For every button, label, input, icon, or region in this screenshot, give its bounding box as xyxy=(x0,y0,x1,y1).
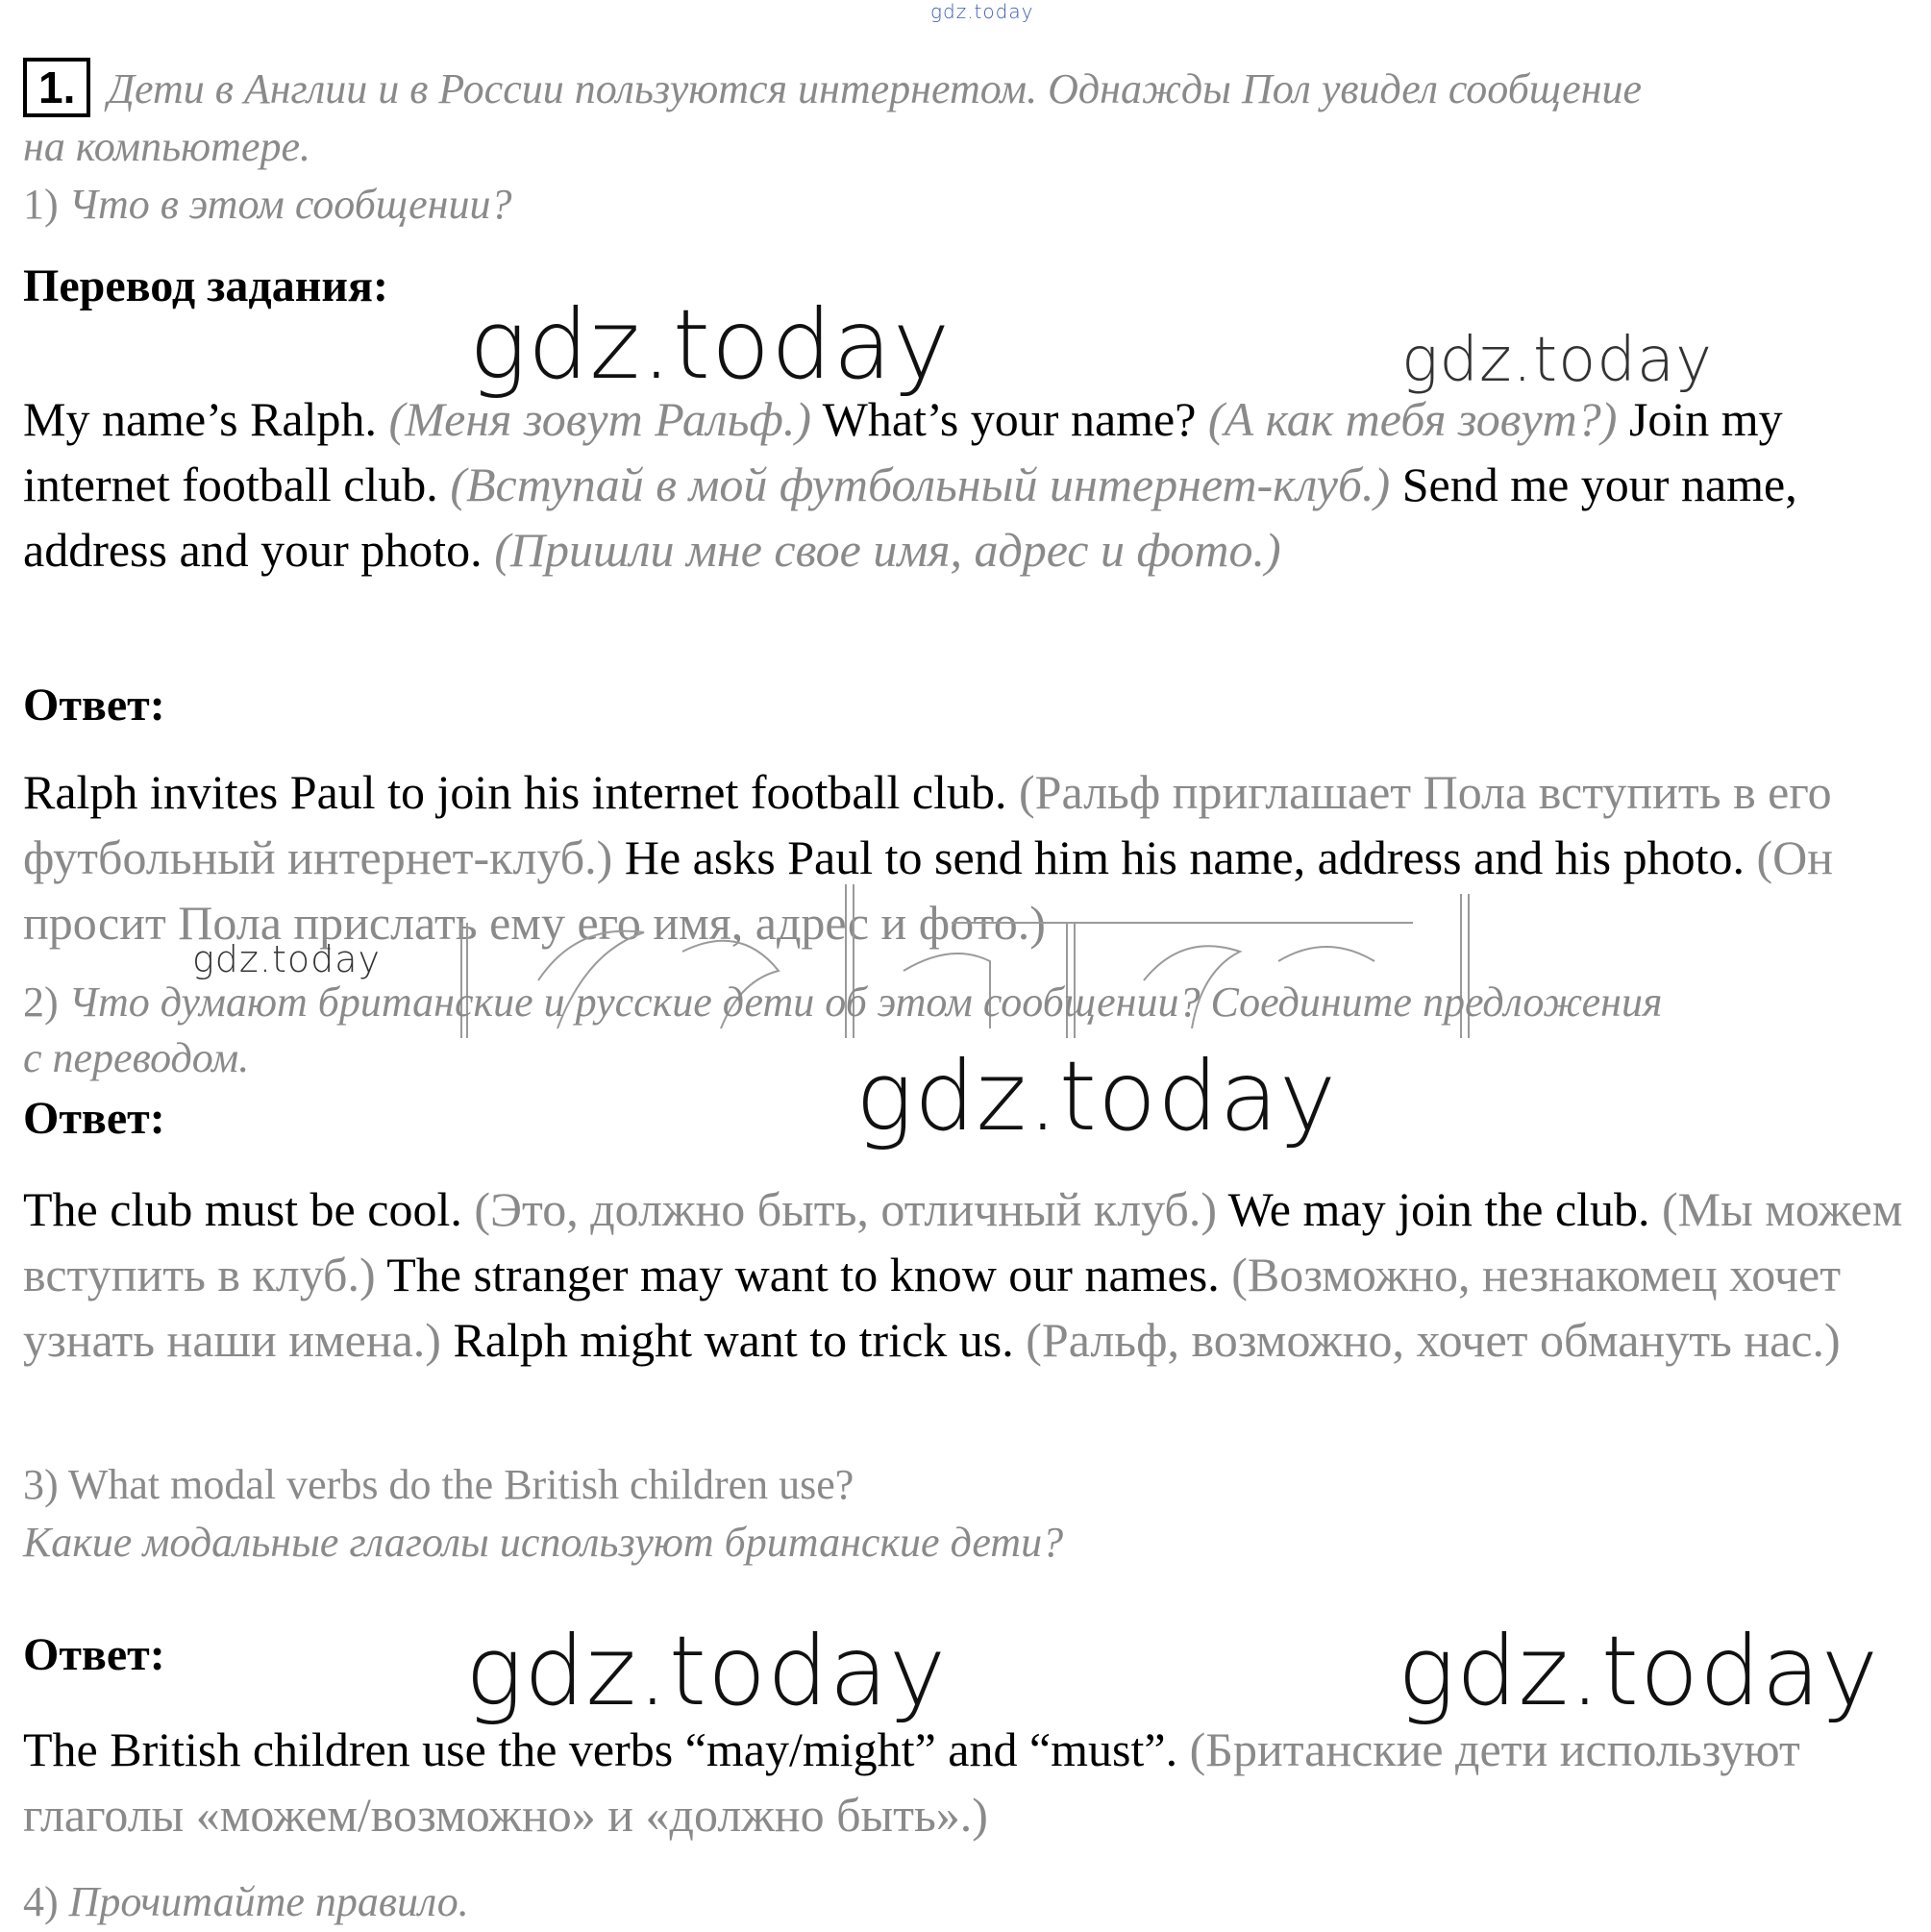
message-s4-ru: (Пришли мне свое имя, адрес и фото.) xyxy=(494,523,1281,577)
watermark-4: gdz.today xyxy=(855,1040,1338,1152)
question-4 xyxy=(23,1874,469,1930)
question-3-number: 3) xyxy=(23,1461,59,1508)
question-2-line-2: с переводом. xyxy=(23,1034,250,1081)
answer-2-s2-en: We may join the club. xyxy=(1227,1182,1650,1236)
answer-2-s3-ru: (Возможно, незнакомец хочет узнать наши имена.) xyxy=(23,1248,1842,1367)
question-4-text: Прочитайте правило. xyxy=(68,1878,469,1925)
message-s4-en: Send me your name, address and your photo. xyxy=(23,458,1797,577)
heading-translation: Перевод задания: xyxy=(23,260,388,311)
question-1-number: 1) xyxy=(23,181,59,228)
answer-2-s4-ru: (Ральф, возможно, хочет обмануть нас.) xyxy=(1026,1313,1841,1367)
answer-2-s1-en: The club must be cool. xyxy=(23,1182,462,1236)
question-2-line-1: Что думают британские и русские дети об этом сообщении? Соедините предложения xyxy=(68,978,1663,1026)
message-s2-ru: (А как тебя зовут?) xyxy=(1207,392,1618,446)
question-1 xyxy=(23,177,512,233)
answer-3-ru: (Британские дети используют глаголы «можем/возможно» и «должно быть».) xyxy=(23,1722,1800,1842)
answer-3-en: The British children use the verbs “may/might” and “must”. xyxy=(23,1722,1178,1776)
message-s3-ru: (Вступай в мой футбольный интернет-клуб.) xyxy=(450,458,1391,511)
heading-answer-2: Ответ: xyxy=(23,1093,165,1144)
message-s1-ru: (Меня зовут Ральф.) xyxy=(388,392,812,446)
question-3 xyxy=(23,1457,854,1513)
question-3-ru: Какие модальные глаголы используют британские дети? xyxy=(23,1519,1064,1566)
answer-2-s3-en: The stranger may want to know our names. xyxy=(386,1248,1220,1301)
task-number: 1. xyxy=(23,58,90,117)
answer-2-s1-ru: (Это, должно быть, отличный клуб.) xyxy=(474,1182,1217,1236)
task-line-1: Дети в Англии и в России пользуются интернетом. Однажды Пол увидел сообщение xyxy=(108,65,1643,112)
question-1-text: Что в этом сообщении? xyxy=(68,181,512,228)
watermark-6: gdz.today xyxy=(1398,1615,1880,1727)
answer-2-s4-en: Ralph might want to trick us. xyxy=(453,1313,1014,1367)
answer-3-paragraph xyxy=(23,1717,1907,1847)
watermark-3: gdz.today xyxy=(192,938,381,980)
answer-1-s1-ru: (Ральф приглашает Пола вступить в его футбольный интернет-клуб.) xyxy=(23,765,1832,884)
answer-1-s2-ru: (Он просит Пола прислать ему его имя, адрес и фото.) xyxy=(23,830,1834,950)
question-4-number: 4) xyxy=(23,1878,59,1925)
heading-answer-3: Ответ: xyxy=(23,1629,165,1680)
answer-1-s1-en: Ralph invites Paul to join his internet football club. xyxy=(23,765,1007,819)
message-s2-en: What’s your name? xyxy=(822,392,1197,446)
watermark-5: gdz.today xyxy=(465,1615,948,1727)
task-line-2: на компьютере. xyxy=(23,123,311,170)
message-s3-en: Join my internet football club. xyxy=(23,392,1783,511)
answer-2-s2-ru: (Мы можем вступить в клуб.) xyxy=(23,1182,1903,1301)
answer-1-s2-en: He asks Paul to send him his name, address and his photo. xyxy=(624,830,1745,884)
heading-answer-1: Ответ: xyxy=(23,680,165,731)
question-2 xyxy=(23,975,1662,1030)
message-s1-en: My name’s Ralph. xyxy=(23,392,378,446)
top-watermark: gdz.today xyxy=(930,0,1034,23)
watermark-1: gdz.today xyxy=(469,288,952,401)
question-3-en: What modal verbs do the British children use? xyxy=(67,1461,854,1508)
watermark-2: gdz.today xyxy=(1401,325,1713,396)
question-2-number: 2) xyxy=(23,978,59,1026)
answer-2-paragraph xyxy=(23,1177,1907,1373)
message-paragraph xyxy=(23,386,1907,582)
